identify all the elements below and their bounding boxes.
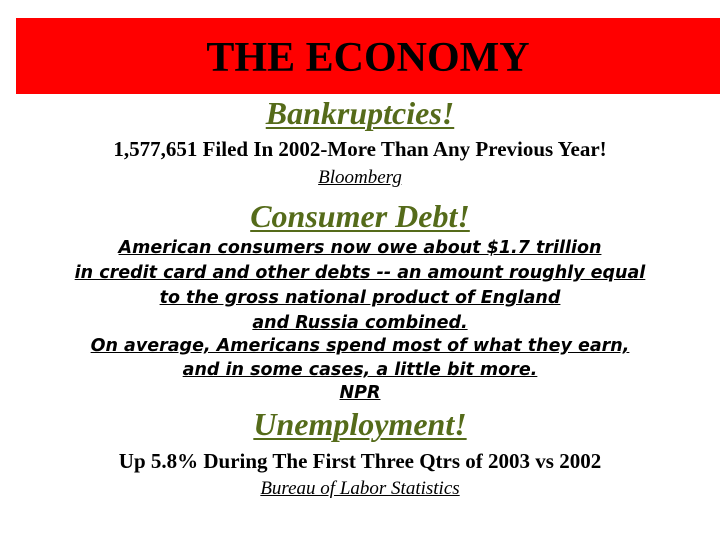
unemployment-source-row: [0, 478, 720, 500]
consumer-debt-heading-row: [0, 198, 720, 234]
consumer-debt-heading: Consumer Debt!: [250, 198, 470, 234]
bankruptcies-source-row: [0, 167, 720, 189]
consumer-debt-line-text: in credit card and other debts -- an amount roughly equal: [74, 263, 646, 283]
consumer-debt-source-row: [0, 382, 720, 404]
consumer-debt-line: [0, 312, 720, 334]
consumer-debt-line: [0, 335, 720, 357]
consumer-debt-line: [0, 262, 720, 284]
consumer-debt-line-text: and in some cases, a little bit more.: [182, 360, 538, 380]
consumer-debt-line-text: On average, Americans spend most of what they earn,: [90, 336, 630, 356]
bankruptcies-text: 1,577,651 Filed In 2002-More Than Any Previous Year!: [113, 137, 607, 161]
consumer-debt-line: [0, 359, 720, 381]
consumer-debt-line-text: to the gross national product of England: [159, 288, 561, 308]
unemployment-text: Up 5.8% During The First Three Qtrs of 2003 vs 2002: [118, 449, 602, 473]
consumer-debt-line: [0, 287, 720, 309]
consumer-debt-source: NPR: [339, 383, 381, 403]
consumer-debt-line: [0, 237, 720, 259]
unemployment-heading: Unemployment!: [253, 406, 467, 442]
bankruptcies-heading-row: [0, 95, 720, 131]
unemployment-heading-row: [0, 406, 720, 442]
unemployment-source: Bureau of Labor Statistics: [260, 478, 460, 499]
title-banner: [16, 18, 720, 94]
page-title: THE ECONOMY: [206, 35, 530, 81]
bankruptcies-heading: Bankruptcies!: [265, 95, 455, 131]
consumer-debt-line-text: American consumers now owe about $1.7 trillion: [118, 238, 602, 258]
bankruptcies-source: Bloomberg: [318, 167, 402, 188]
consumer-debt-line-text: and Russia combined.: [252, 313, 468, 333]
